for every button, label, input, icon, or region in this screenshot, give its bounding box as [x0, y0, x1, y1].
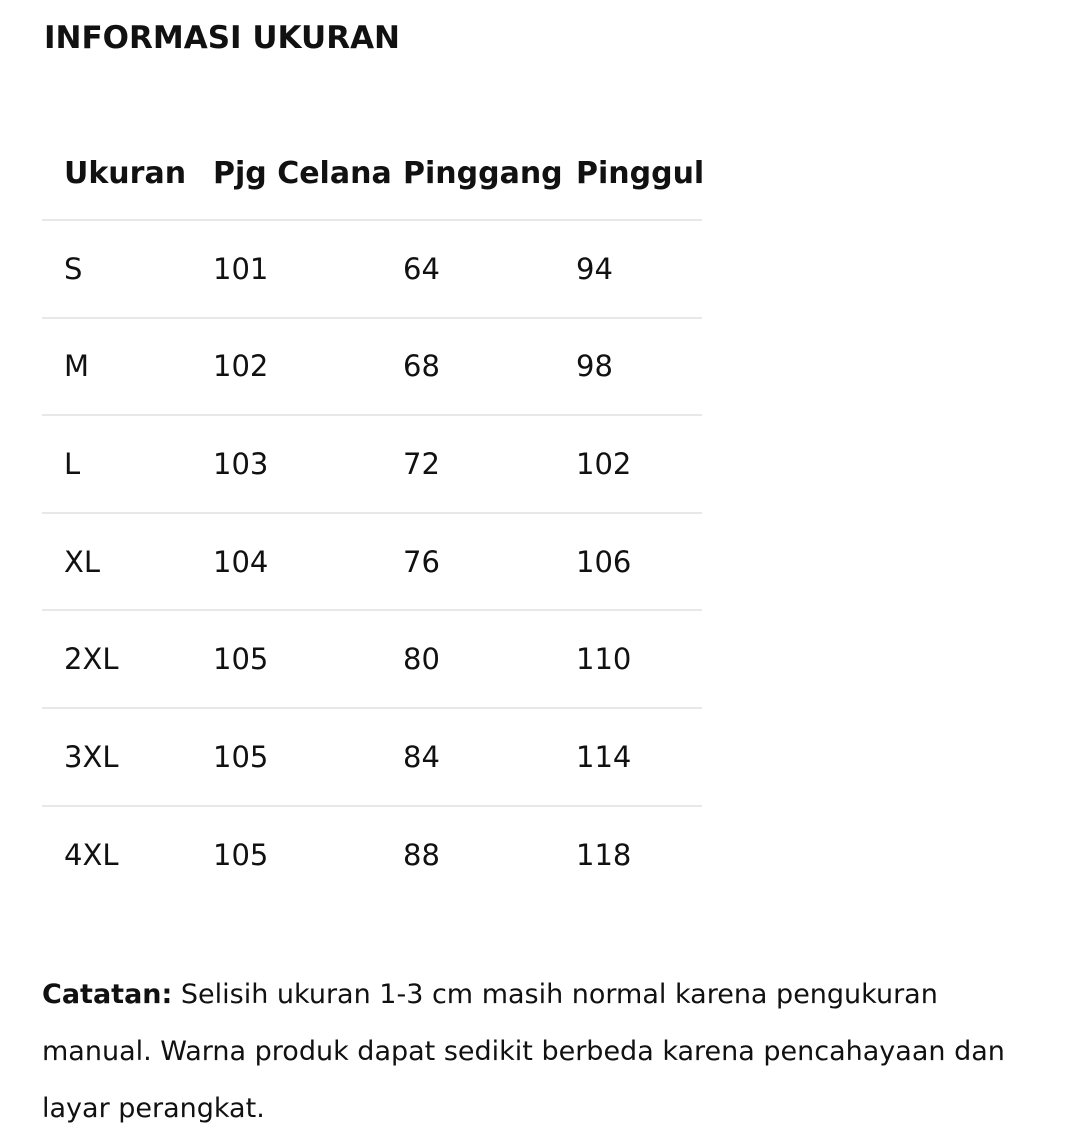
cell-length: 101 — [213, 251, 269, 286]
header-ukuran: Ukuran — [64, 156, 187, 191]
header-pinggang: Pinggang — [403, 156, 563, 191]
cell-waist: 68 — [403, 349, 440, 384]
table-header-row — [42, 126, 705, 221]
cell-length: 104 — [213, 544, 269, 579]
cell-size: 4XL — [64, 838, 119, 873]
cell-hip: 118 — [576, 838, 632, 873]
cell-hip: 94 — [576, 251, 613, 286]
cell-waist: 64 — [403, 251, 440, 286]
page-title: INFORMASI UKURAN — [44, 20, 401, 56]
note-text: Selisih ukuran 1-3 cm masih normal karena pengukuran manual. Warna produk dapat sedikit berbeda karena pencahayaan dan layar perangkat. — [42, 979, 1005, 1124]
cell-length: 105 — [213, 642, 269, 677]
size-table — [42, 126, 705, 904]
note-label: Catatan: — [42, 979, 173, 1010]
cell-waist: 72 — [403, 446, 440, 481]
cell-waist: 76 — [403, 544, 440, 579]
cell-waist: 88 — [403, 838, 440, 873]
table-row — [42, 709, 702, 807]
size-note — [42, 966, 1032, 1137]
table-row — [42, 514, 702, 612]
cell-hip: 110 — [576, 642, 632, 677]
cell-length: 103 — [213, 446, 269, 481]
header-pinggul: Pinggul — [576, 156, 705, 191]
table-row — [42, 319, 702, 417]
table-row — [42, 807, 702, 905]
table-row — [42, 221, 702, 319]
table-row — [42, 416, 702, 514]
cell-length: 105 — [213, 739, 269, 774]
cell-waist: 84 — [403, 739, 440, 774]
table-row — [42, 611, 702, 709]
cell-waist: 80 — [403, 642, 440, 677]
cell-hip: 98 — [576, 349, 613, 384]
cell-size: M — [64, 349, 90, 384]
cell-hip: 106 — [576, 544, 632, 579]
cell-size: 3XL — [64, 739, 119, 774]
header-pjg-celana: Pjg Celana — [213, 156, 392, 191]
cell-hip: 114 — [576, 739, 632, 774]
cell-size: 2XL — [64, 642, 119, 677]
cell-hip: 102 — [576, 446, 632, 481]
cell-size: S — [64, 251, 83, 286]
cell-length: 105 — [213, 838, 269, 873]
cell-size: XL — [64, 544, 101, 579]
cell-length: 102 — [213, 349, 269, 384]
cell-size: L — [64, 446, 81, 481]
